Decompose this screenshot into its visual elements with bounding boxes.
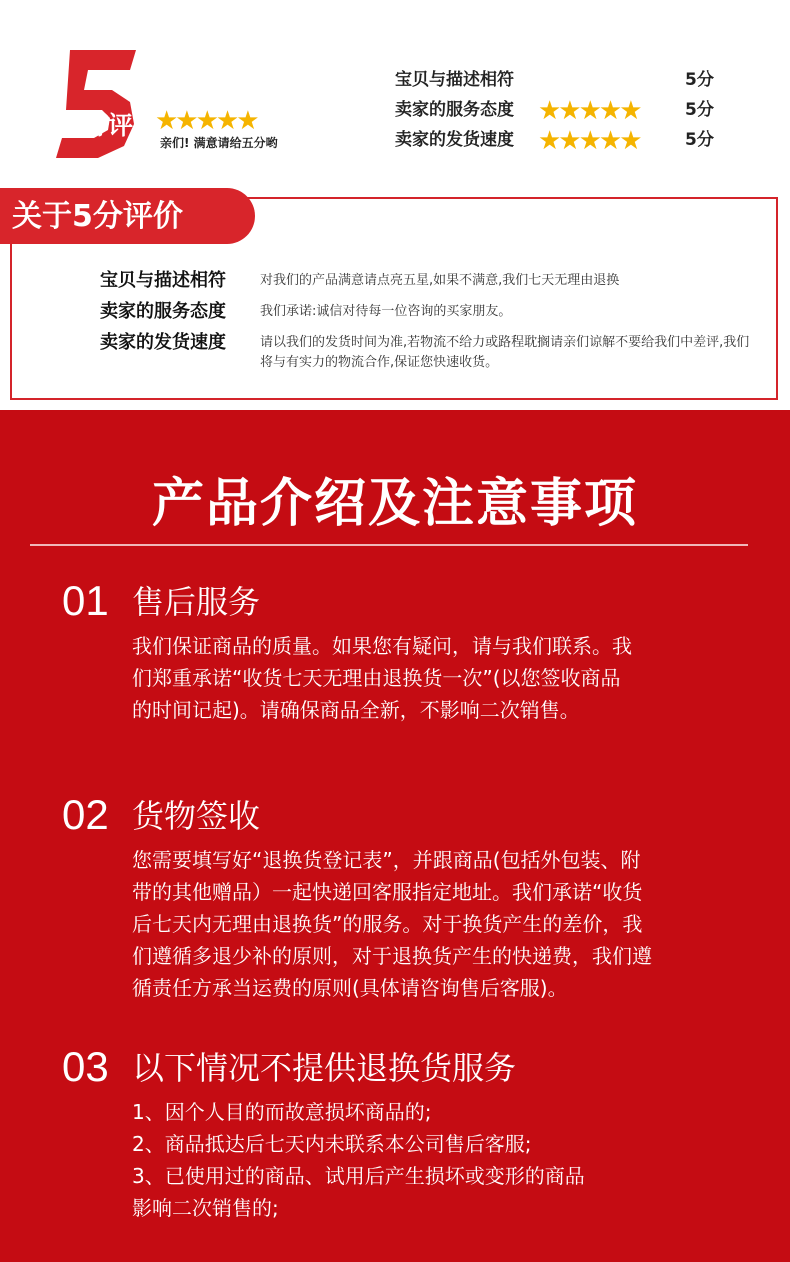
banner-subtitle: 亲们! 满意请给五分哟 <box>160 136 278 150</box>
about-text: 请以我们的发货时间为准,若物流不给力或路程耽搁请亲们谅解不要给我们中差评,我们将与有实力的物流合作,保证您快速收货。 <box>260 335 750 370</box>
rating-list <box>395 68 725 158</box>
item-number: 02 <box>62 791 109 838</box>
item-title: 以下情况不提供退换货服务 <box>132 1049 517 1087</box>
item-line: 您需要填写好“退换货登记表”，并跟商品(包括外包装、附 <box>132 848 641 872</box>
item-line: 我们保证商品的质量。如果您有疑问，请与我们联系。我 <box>132 634 632 658</box>
item-line: 循责任方承当运费的原则(具体请咨询售后客服)。 <box>132 976 568 1000</box>
about-text: 我们承诺:诚信对待每一位咨询的买家朋友。 <box>260 304 512 319</box>
five-logo-icon <box>52 46 140 162</box>
about-row <box>100 268 760 291</box>
rating-label: 卖家的发货速度 <box>395 130 514 150</box>
divider <box>30 544 748 546</box>
notice-title: 产品介绍及注意事项 <box>151 474 638 534</box>
item-line: 带的其他赠品）一起快递回客服指定地址。我们承诺“收货 <box>132 880 643 904</box>
about-label: 卖家的发货速度 <box>100 332 226 353</box>
rating-score: 5分 <box>685 130 714 150</box>
about-row <box>100 299 760 322</box>
about-label: 宝贝与描述相符 <box>100 270 226 291</box>
about-label: 卖家的服务态度 <box>100 301 226 322</box>
rating-row <box>395 98 725 128</box>
rating-stars-icon: ★★★★★ <box>538 96 640 126</box>
item-number: 01 <box>62 577 109 624</box>
item-line: 影响二次销售的; <box>132 1196 279 1220</box>
about-title: 关于5分评价 <box>12 199 183 234</box>
rating-score: 5分 <box>685 70 714 90</box>
badge-text: 分好评 <box>60 111 133 140</box>
item-body <box>132 844 732 1004</box>
rating-label: 卖家的服务态度 <box>395 100 514 120</box>
top-stars-icon: ★★★★★ <box>155 106 257 136</box>
rating-label: 宝贝与描述相符 <box>395 70 514 90</box>
about-row <box>100 330 760 373</box>
item-title: 货物签收 <box>132 797 261 835</box>
about-list <box>100 268 760 379</box>
item-title: 售后服务 <box>132 583 261 621</box>
rating-stars-icon: ★★★★★ <box>538 126 640 156</box>
rating-score: 5分 <box>685 100 714 120</box>
item-line: 1、因个人目的而故意损坏商品的; <box>132 1100 432 1124</box>
item-body <box>132 630 732 726</box>
item-line: 的时间记起)。请确保商品全新，不影响二次销售。 <box>132 698 580 722</box>
item-number: 03 <box>62 1043 109 1090</box>
rating-row <box>395 68 725 98</box>
item-body <box>132 1096 732 1224</box>
rating-banner <box>0 0 790 190</box>
item-line: 3、已使用过的商品、试用后产生损坏或变形的商品 <box>132 1164 585 1188</box>
item-line: 后七天内无理由退换货”的服务。对于换货产生的差价，我 <box>132 912 643 936</box>
item-line: 2、商品抵达后七天内未联系本公司售后客服; <box>132 1132 532 1156</box>
item-line: 们遵循多退少补的原则，对于退换货产生的快递费，我们遵 <box>132 944 652 968</box>
about-text: 对我们的产品满意请点亮五星,如果不满意,我们七天无理由退换 <box>260 273 620 288</box>
item-line: 们郑重承诺“收货七天无理由退换货一次”(以您签收商品 <box>132 666 621 690</box>
rating-row <box>395 128 725 158</box>
